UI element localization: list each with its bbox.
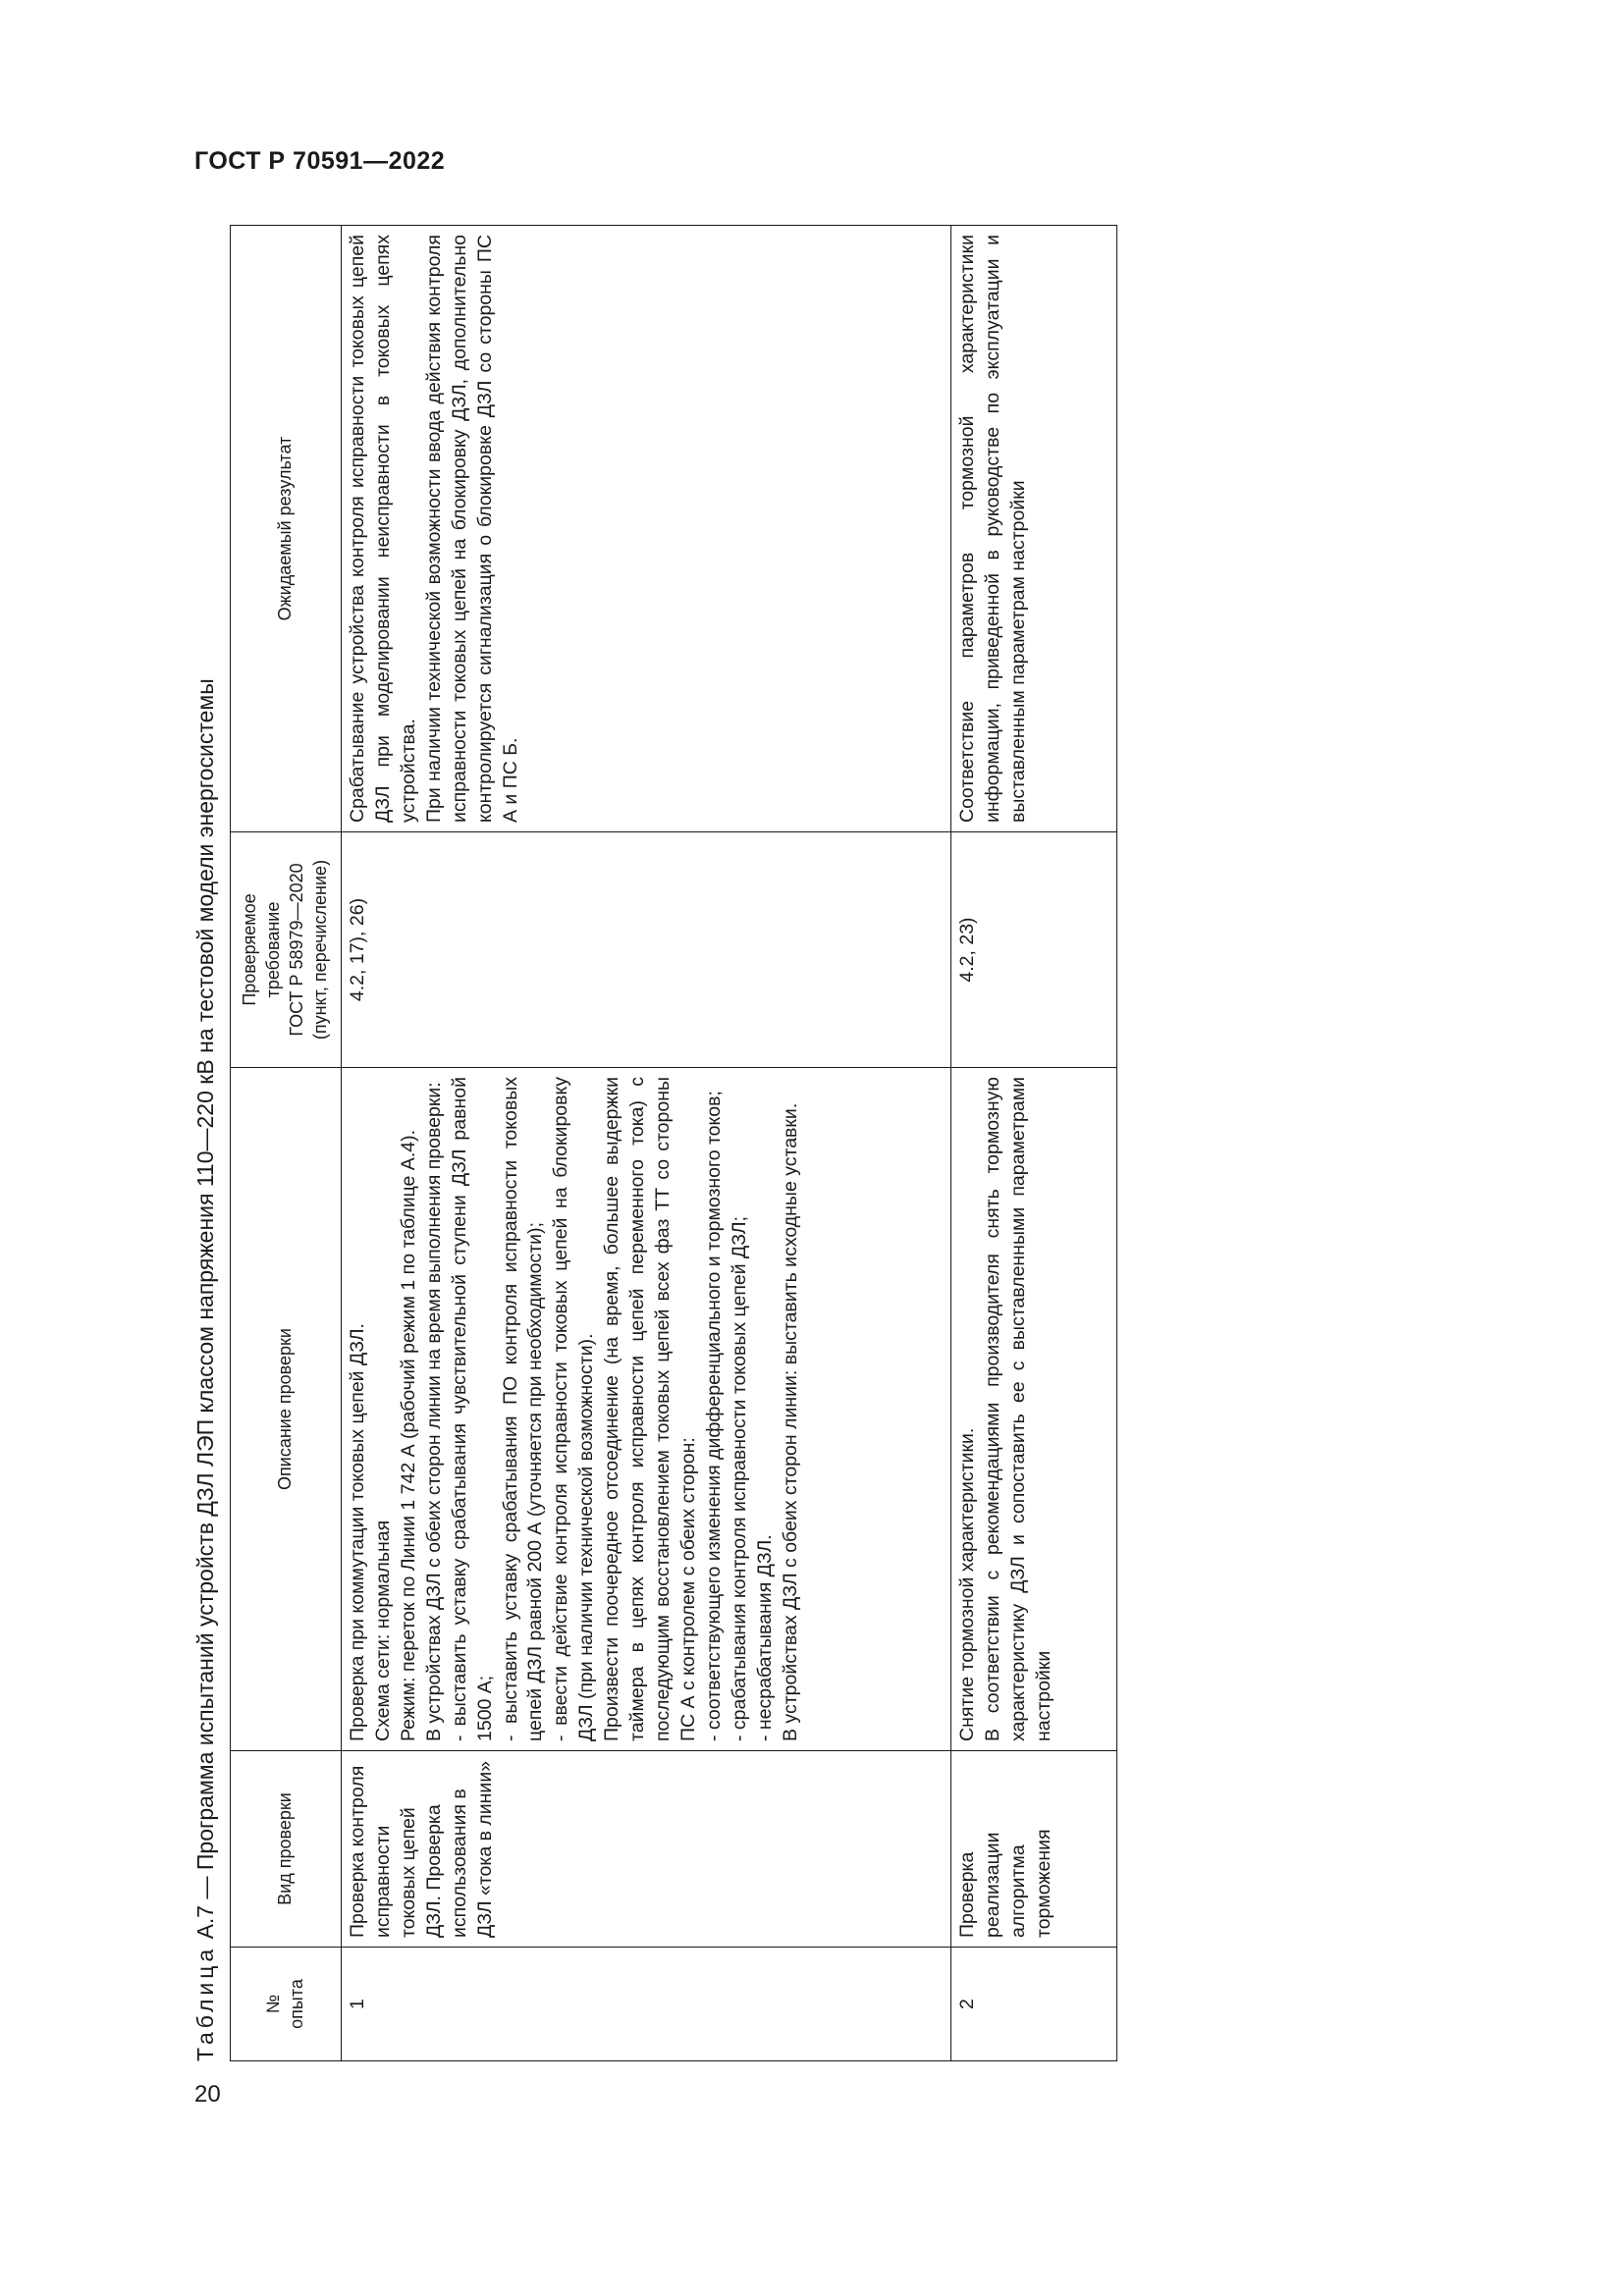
header-result: Ожидаемый результат xyxy=(231,226,342,832)
table-row xyxy=(342,226,951,2061)
header-num: № опыта xyxy=(231,1948,342,2061)
header-type: Вид проверки xyxy=(231,1751,342,1948)
row-req: 4.2, 23) xyxy=(951,832,1117,1068)
header-req: Проверяемое требование ГОСТ Р 58979—2020 (пункт, перечисление) xyxy=(231,832,342,1068)
caption-label: Таблица xyxy=(192,1945,218,2061)
row-type: Проверка реализации алгоритма торможения xyxy=(951,1751,1117,1948)
rotated-table-page xyxy=(187,216,1208,2071)
header-desc: Описание проверки xyxy=(231,1068,342,1751)
table-caption xyxy=(192,216,219,2061)
row-desc: Проверка при коммутации токовых цепей ДЗЛ. Схема сети: нормальная Режим: переток по Линии 1 742 А (рабочий режим 1 по таблице А.4). В устройствах ДЗЛ с обеих сторон линии на время выполнения проверки: - выставить уставку срабатывания чувствительной ступени ДЗЛ равной 1500 А; - выставить уставку срабатывания ПО контроля исправности токовых цепей ДЗЛ равной 200 А (уточняется при необходимости); - ввести действие контроля исправности токовых цепей на блокировку ДЗЛ (при наличии технической возможности). Произвести поочередное отсоединение (на время, большее выдержки таймера в цепях контроля исправности цепей переменного тока) с последующим восстановлением токовых цепей всех фаз ТТ со стороны ПС А с контролем с обеих сторон: - соответствующего изменения дифференциального и тормозного токов; - срабатывания контроля исправности токовых цепей ДЗЛ; - несрабатывания ДЗЛ. В устройствах ДЗЛ с обеих сторон линии: выставить исходные уставки. xyxy=(342,1068,951,1751)
row-result: Соответствие параметров тормозной характеристики информации, приведенной в руководстве по эксплуатации и выставленным параметрам настройки xyxy=(951,226,1117,832)
row-req: 4.2, 17), 26) xyxy=(342,832,951,1068)
row-result: Срабатывание устройства контроля исправности токовых цепей ДЗЛ при моделировании неисправности в токовых цепях устройства. При наличии технической возможности ввода действия контроля исправности токовых цепей на блокировку ДЗЛ, дополнительно контролируется сигнализация о блокировке ДЗЛ со стороны ПС А и ПС Б. xyxy=(342,226,951,832)
table-header-row xyxy=(231,226,342,2061)
row-type: Проверка контроля исправности токовых цепей ДЗЛ. Проверка использования в ДЗЛ «тока в линии» xyxy=(342,1751,951,1948)
caption-text: А.7 — Программа испытаний устройств ДЗЛ ЛЭП классом напряжения 110—220 кВ на тестовой модели энергосистемы xyxy=(192,678,218,1940)
row-num: 2 xyxy=(951,1948,1117,2061)
document-header: ГОСТ Р 70591—2022 xyxy=(194,147,446,175)
row-desc: Снятие тормозной характеристики. В соответствии с рекомендациями производителя снять тормозную характеристику ДЗЛ и сопоставить ее с выставленными параметрами настройки xyxy=(951,1068,1117,1751)
row-num: 1 xyxy=(342,1948,951,2061)
page-number: 20 xyxy=(194,2081,221,2108)
test-program-table xyxy=(230,225,1117,2061)
table-row xyxy=(951,226,1117,2061)
